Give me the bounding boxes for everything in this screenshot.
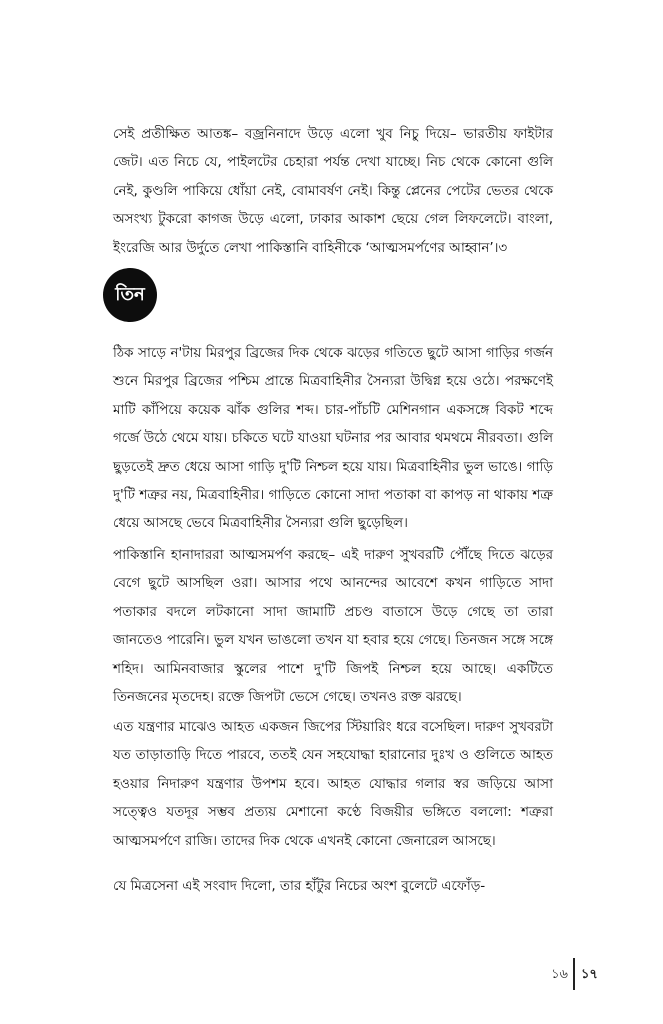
paragraph-continuation: যে মিত্রসেনা এই সংবাদ দিলো, তার হাঁটুর নিচের অংশ বুলেটে এফোঁড়- — [113, 878, 486, 894]
paragraph-leaflets: সেই প্রতীক্ষিত আতঙ্ক– বজ্রনিনাদে উড়ে এলো খুব নিচু দিয়ে– ভারতীয় ফাইটার জেট। এত নিচে যে, পাইলটের চেহারা পর্যন্ত দেখা যাচ্ছে। নিচ থেকে কোনো গুলি নেই, কুণ্ডলি পাকিয়ে ধোঁয়া নেই, বোমাবর্ষণ নেই। কিন্তু প্লেনের পেটের ভেতর থেকে অসংখ্য টুকরো কাগজ উড়ে এলো, ঢাকার আকাশ ছেয়ে গেল লিফলেটে। বাংলা, ইংরেজি আর উর্দুতে লেখা পাকিস্তানি বাহিনীকে ‘আত্মসমর্পণের আহ্বান’।৩ — [113, 126, 553, 256]
right-page-number: ১৭ — [581, 967, 598, 982]
paragraph-mirpur-bridge: ঠিক সাড়ে ন'টায় মিরপুর ব্রিজের দিক থেকে ঝড়ের গতিতে ছুটে আসা গাড়ির গর্জন শুনে মিরপুর ব্রিজের পশ্চিম প্রান্তে মিত্রবাহিনীর সৈন্যরা উদ্বিগ্ন হয়ে ওঠে। পরক্ষণেই মাটি কাঁপিয়ে কয়েক ঝাঁক গুলির শব্দ। চার-পাঁচটি মেশিনগান একসঙ্গে বিকট শব্দে গর্জে উঠে থেমে যায়। চকিতে ঘটে যাওয়া ঘটনার পর আবার থমথমে নীরবতা। গুলি ছুড়তেই দ্রুত ধেয়ে আসা গাড়ি দু'টি নিশ্চল হয়ে যায়। মিত্রবাহিনীর ভুল ভাঙে। গাড়ি দু'টি শত্রুর নয়, মিত্রবাহিনীর। গাড়িতে কোনো সাদা পতাকা বা কাপড় না থাকায় শত্রু ধেয়ে আসছে ভেবে মিত্রবাহিনীর সৈন্যরা গুলি ছুড়েছিল। — [113, 345, 553, 532]
page-number-divider — [573, 958, 575, 990]
section-number-badge: তিন — [103, 268, 157, 322]
paragraph-wounded-soldier: এত যন্ত্রণার মাঝেও আহত একজন জিপের স্টিয়ারিং ধরে বসেছিল। দারুণ সুখবরটা যত তাড়াতাড়ি দিতে পারবে, ততই যেন সহযোদ্ধা হারানোর দুঃখ ও গুলিতে আহত হওয়ার নিদারুণ যন্ত্রণার উপশম হবে। আহত যোদ্ধার গলার স্বর জড়িয়ে আসা সত্ত্বেও যতদূর সম্ভব প্রত্যয় মেশানো কণ্ঠে বিজয়ীর ভঙ্গিতে বললো: শত্রুরা আত্মসমর্পণে রাজি। তাদের দিক থেকে এখনই কোনো জেনারেল আসছে। — [113, 719, 553, 849]
page-numbers — [530, 958, 616, 990]
paragraph-surrender-news: পাকিস্তানি হানাদাররা আত্মসমর্পণ করছে– এই দারুণ সুখবরটি পৌঁছে দিতে ঝড়ের বেগে ছুটে আসছিল ওরা। আসার পথে আনন্দের আবেশে কখন গাড়িতে সাদা পতাকার বদলে লটকানো সাদা জামাটি প্রচণ্ড বাতাসে উড়ে গেছে তা তারা জানতেও পারেনি। ভুল যখন ভাঙলো তখন যা হবার হয়ে গেছে। তিনজন সঙ্গে সঙ্গে শহিদ। আমিনবাজার স্কুলের পাশে দু'টি জিপই নিশ্চল হয়ে আছে। একটিতে তিনজনের মৃতদেহ। রক্তে জিপটা ভেসে গেছে। তখনও রক্ত ঝরছে। — [113, 547, 553, 706]
left-page-number: ১৬ — [551, 967, 568, 982]
